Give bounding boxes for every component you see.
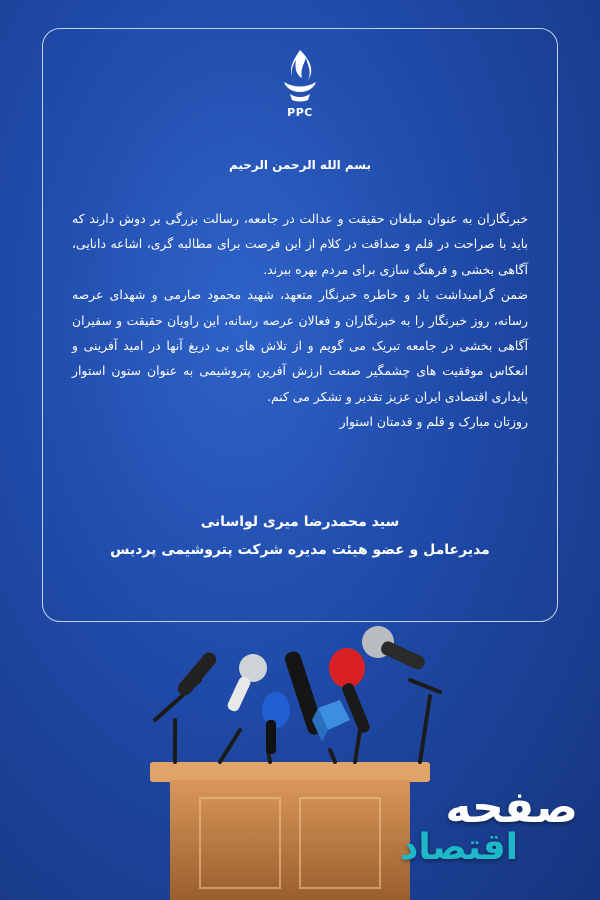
watermark-logo [378,782,578,868]
podium-top [150,762,430,782]
signature-title: مدیرعامل و عضو هیئت مدیره شرکت پتروشیمی پردیس [110,542,490,558]
message-paragraph-1: خبرنگاران به عنوان مبلغان حقیقت و عدالت در جامعه، رسالت بزرگی بر دوش دارند که باید با صراحت در قلم و صداقت در کلام از این فرصت برای مطالبه گری، اشاعه دانایی، آگاهی بخشی و فرهنگ سازی برای مردم بهره ببرند. [72,211,528,277]
microphone-black-left [175,650,219,699]
bismillah-heading: بسم الله الرحمن الرحیم [228,158,372,172]
logo-text: PPC [287,106,313,119]
microphone-blue [262,692,290,754]
company-logo [268,48,332,140]
signature-name: سید محمدرضا میری لواسانی [200,514,400,530]
microphone-cube [312,700,350,742]
microphone-silver [226,654,267,713]
watermark-line-2: اقتصاد [399,827,518,868]
microphone-grey-right [362,626,427,671]
message-body [72,206,528,435]
watermark-line-1: صفحه [445,782,578,833]
torch-flame-icon [268,48,332,108]
message-closing: روزتان مبارک و قلم و قدمتان استوار [339,414,528,430]
message-paragraph-2: ضمن گرامیداشت یاد و خاطره خبرنگار متعهد، شهید محمود صارمی و شهدای عرصه رسانه، روز خبرنگار را به خبرنگاران و فعالان عرصه رسانه، این راویان حقیقت و سفیران آگاهی بخشی در جامعه تبریک می گویم و از تلاش های بی دریغ آنها در امید آفرینی و انعکاس موفقیت های چشمگیر صنعت ارزش آفرین پتروشیمی به عنوان ستون استوار پایداری اقتصادی ایران عزیز تقدیر و تشکر می کنم. [72,287,528,404]
